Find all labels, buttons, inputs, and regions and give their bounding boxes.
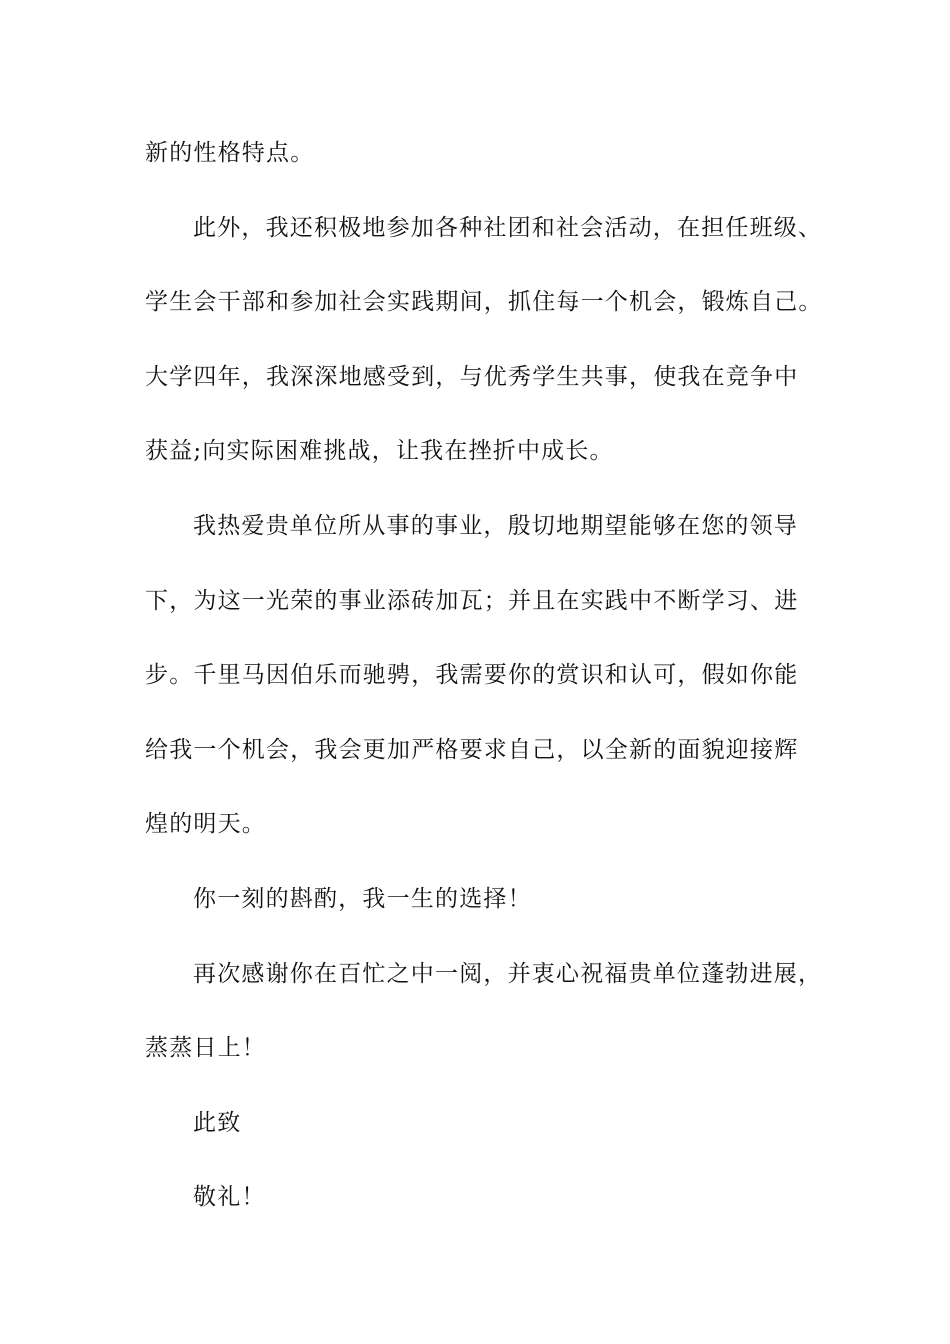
body-text-line: 下，为这一光荣的事业添砖加瓦；并且在实践中不断学习、进 [145, 588, 799, 614]
closing-regards: 敬礼！ [193, 1184, 266, 1210]
body-text-line: 煌的明天。 [145, 811, 266, 837]
body-text-line: 蒸蒸日上！ [145, 1035, 266, 1061]
paragraph-start-line: 你一刻的斟酌，我一生的选择！ [193, 886, 532, 912]
body-text-line: 获益;向实际困难挑战，让我在挫折中成长。 [145, 438, 614, 464]
paragraph-start-line: 此外，我还积极地参加各种社团和社会活动，在担任班级、 [193, 215, 823, 241]
paragraph-start-line: 我热爱贵单位所从事的事业，殷切地期望能够在您的领导 [193, 513, 798, 539]
paragraph-start-line: 再次感谢你在百忙之中一阅，并衷心祝福贵单位蓬勃进展， [193, 961, 823, 987]
body-text-line: 新的性格特点。 [145, 140, 315, 166]
body-text-line: 学生会干部和参加社会实践期间，抓住每一个机会，锻炼自己。 [145, 289, 823, 315]
body-text-line: 大学四年，我深深地感受到，与优秀学生共事，使我在竞争中 [145, 364, 799, 390]
closing-salutation: 此致 [193, 1110, 242, 1136]
body-text-line: 给我一个机会，我会更加严格要求自己，以全新的面貌迎接辉 [145, 737, 799, 763]
body-text-line: 步。千里马因伯乐而驰骋，我需要你的赏识和认可，假如你能 [145, 662, 799, 688]
